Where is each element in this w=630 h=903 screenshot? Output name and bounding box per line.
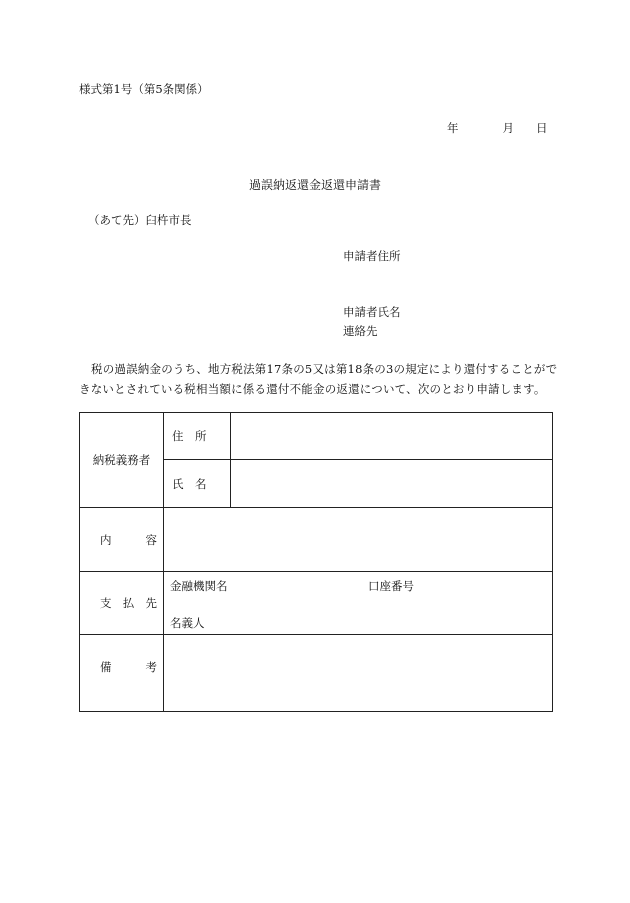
account-holder-label: 名義人 — [170, 616, 205, 630]
document-title: 過誤納返還金返還申請書 — [248, 178, 381, 192]
addressee: （あて先）臼杵市長 — [88, 213, 192, 227]
applicant-contact-label: 連絡先 — [343, 324, 378, 338]
date-year: 年 — [447, 121, 459, 135]
taxpayer-address-field[interactable] — [231, 413, 553, 460]
payment-field[interactable] — [164, 572, 553, 635]
date-line — [447, 120, 548, 136]
taxpayer-label: 納税義務者 — [80, 413, 164, 508]
content-field[interactable] — [164, 508, 553, 572]
application-statement: 税の過誤納金のうち、地方税法第17条の5又は第18条の3の規定により還付することができないとされている税相当額に係る還付不能金の返還について、次のとおり申請します。 — [79, 362, 558, 396]
date-day: 日 — [536, 121, 548, 135]
account-number-label: 口座番号 — [368, 579, 414, 593]
taxpayer-name-field[interactable] — [231, 460, 553, 508]
applicant-name-label: 申請者氏名 — [343, 305, 401, 319]
application-table — [79, 412, 553, 712]
applicant-address-label: 申請者住所 — [343, 249, 401, 263]
bank-name-label: 金融機関名 — [170, 579, 228, 593]
taxpayer-address-label: 住 所 — [164, 413, 231, 460]
taxpayer-name-label: 氏 名 — [164, 460, 231, 508]
form-number: 様式第1号（第5条関係） — [79, 82, 209, 96]
date-month: 月 — [502, 121, 514, 135]
payment-label: 支 払 先 — [80, 572, 164, 635]
remarks-field[interactable] — [164, 635, 553, 712]
remarks-label: 備 考 — [80, 635, 164, 712]
content-label: 内 容 — [80, 508, 164, 572]
